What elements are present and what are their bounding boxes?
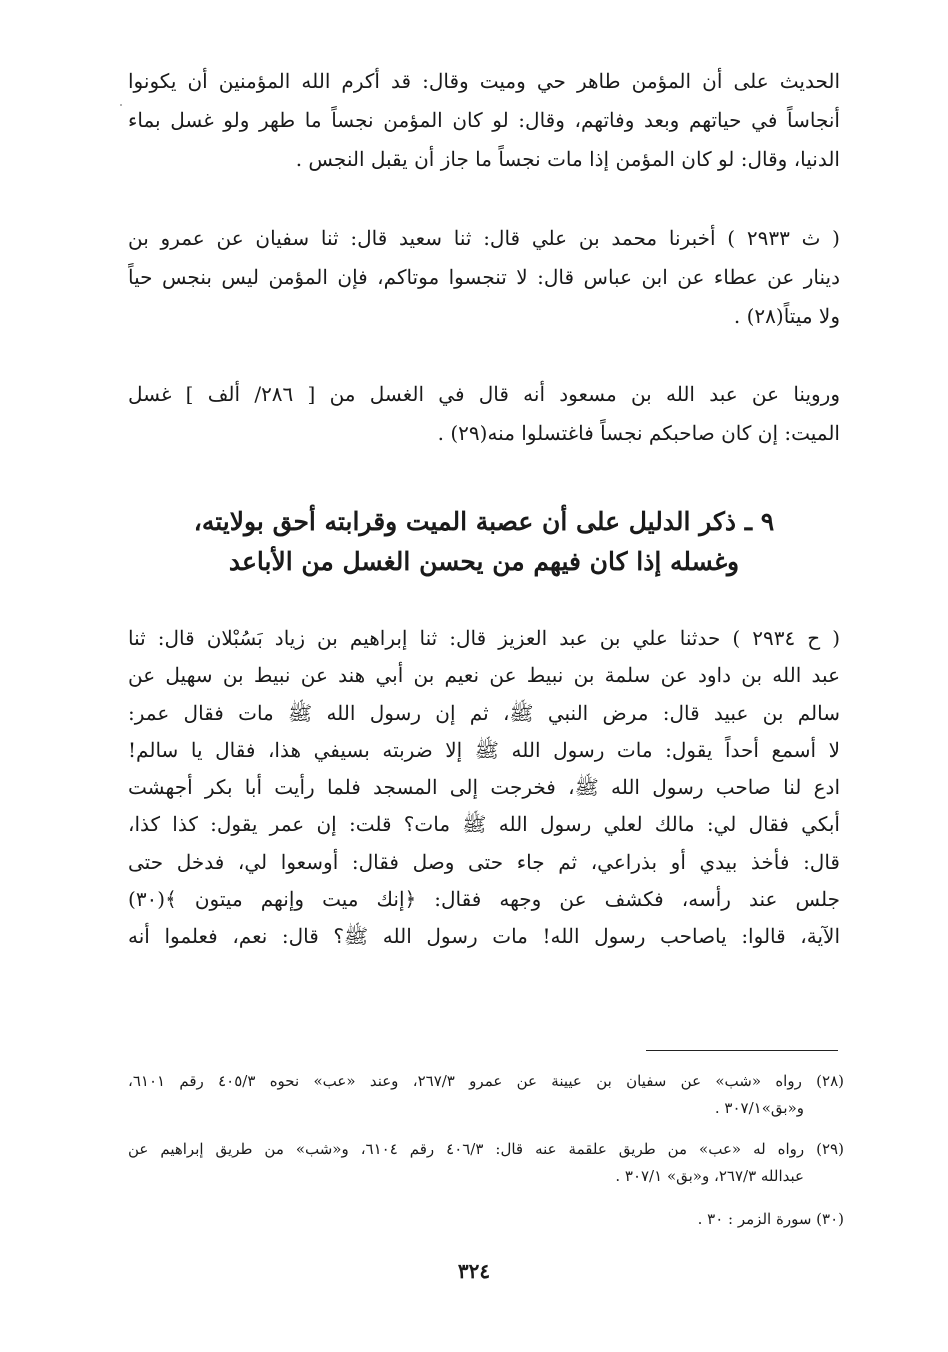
text-line: الدنيا، وقال: لو كان المؤمن إذا مات نجساً ما جاز أن يقبل النجس . bbox=[295, 147, 840, 171]
section-heading-line: ٩ ـ ذكر الدليل على أن عصبة الميت وقرابته أحق بولايته، bbox=[193, 507, 775, 536]
footnote-line: (٣٠) سورة الزمر : ٣٠ . bbox=[697, 1210, 844, 1228]
text-line: لا أسمع أحداً يقول: مات رسول الله ﷺ إلا ضربته بسيفي هذا، فقال يا سالم! bbox=[128, 737, 840, 762]
text-line: الحديث على أن المؤمن طاهر حي وميت وقال: قد أكرم الله المؤمنين أن يكونوا bbox=[128, 69, 840, 93]
text-line: عبد الله بن داود عن سلمة بن نبيط عن نعيم بن أبي هند عن نبيط بن سهيل عن bbox=[128, 663, 840, 688]
text-line: أبكي فقال لي: مالك لعلي رسول الله ﷺ مات؟ قلت: إن عمر يقول: كذا كذا، bbox=[128, 812, 840, 837]
text-line: الآية، قالوا: ياصاحب رسول الله! مات رسول الله ﷺ؟ قال: نعم، فعلموا أنه bbox=[128, 924, 840, 949]
section-heading bbox=[150, 502, 818, 582]
text-line: سالم بن عبيد قال: مرض النبي ﷺ، ثم إن رسول الله ﷺ مات فقال عمر: bbox=[128, 700, 840, 725]
footnote-divider bbox=[646, 1050, 838, 1051]
paragraph-ibn-masud bbox=[128, 375, 840, 453]
text-line: أنجاساً في حياتهم وبعد وفاتهم، وقال: لو كان المؤمن نجساً ما طهر ولو غسل بماء bbox=[128, 108, 840, 132]
footnote-29 bbox=[128, 1136, 844, 1190]
footnote-line: (٢٩) رواه له «عب» من طريق علقمة عنه قال: ٤٠٦/٣ رقم ٦١٠٤، و«شب» من طريق إبراهيم عن bbox=[128, 1140, 844, 1158]
text-line: جلس عند رأسه، فكشف عن وجهه فقال: ﴿إنك ميت وإنهم ميتون ﴾(٣٠) bbox=[128, 887, 840, 912]
footnote-30 bbox=[128, 1206, 844, 1233]
footnote-line: و«بق»٣٠٧/١ . bbox=[714, 1099, 804, 1117]
section-heading-line: وغسله إذا كان فيهم من يحسن الغسل من الأباعد bbox=[228, 547, 740, 576]
footnote-line: (٢٨) رواه «شب» عن سفيان بن عيينة عن عمرو ٢٦٧/٣، وعند «عب» نحوه ٤٠٥/٣ رقم ٦١٠١، bbox=[128, 1072, 844, 1090]
text-line: وروينا عن عبد الله بن مسعود أنه قال في الغسل من [ ٢٨٦/ ألف ] غسل bbox=[128, 382, 840, 406]
footnote-line: عبدالله ٢٦٧/٣، و«بق» ٣٠٧/١ . bbox=[615, 1167, 804, 1185]
text-line: ولا ميتاً(٢٨) . bbox=[733, 304, 840, 328]
text-line: ( ح ٢٩٣٤ ) حدثنا علي بن عبد العزيز قال: ثنا إبراهيم بن زياد بَسُبْلان قال: ثنا bbox=[128, 626, 840, 650]
scan-speck bbox=[120, 104, 122, 106]
paragraph-purity-of-believer bbox=[128, 62, 840, 179]
text-line: دينار عن عطاء عن ابن عباس قال: لا تنجسوا موتاكم، فإن المؤمن ليس بنجس حياً bbox=[128, 265, 840, 289]
text-line: قال: فأخذ بيدي أو بذراعي، ثم جاء حتى وصل فقال: أوسعوا لي، فدخل حتى bbox=[128, 849, 840, 874]
text-line: الميت: إن كان صاحبكم نجساً فاغتسلوا منه(٢٩) . bbox=[437, 421, 840, 445]
paragraph-narration-2933 bbox=[128, 219, 840, 336]
page-number: ٣٢٤ bbox=[457, 1259, 491, 1283]
text-line: ادع لنا صاحب رسول الله ﷺ، فخرجت إلى المسجد فلما رأيت أبا بكر أجهشت bbox=[128, 775, 840, 800]
footnote-28 bbox=[128, 1068, 844, 1122]
text-line: ( ث ٢٩٣٣ ) أخبرنا محمد بن علي قال: ثنا سعيد قال: ثنا سفيان عن عمرو بن bbox=[128, 226, 840, 250]
paragraph-hadith-2934 bbox=[128, 620, 840, 956]
